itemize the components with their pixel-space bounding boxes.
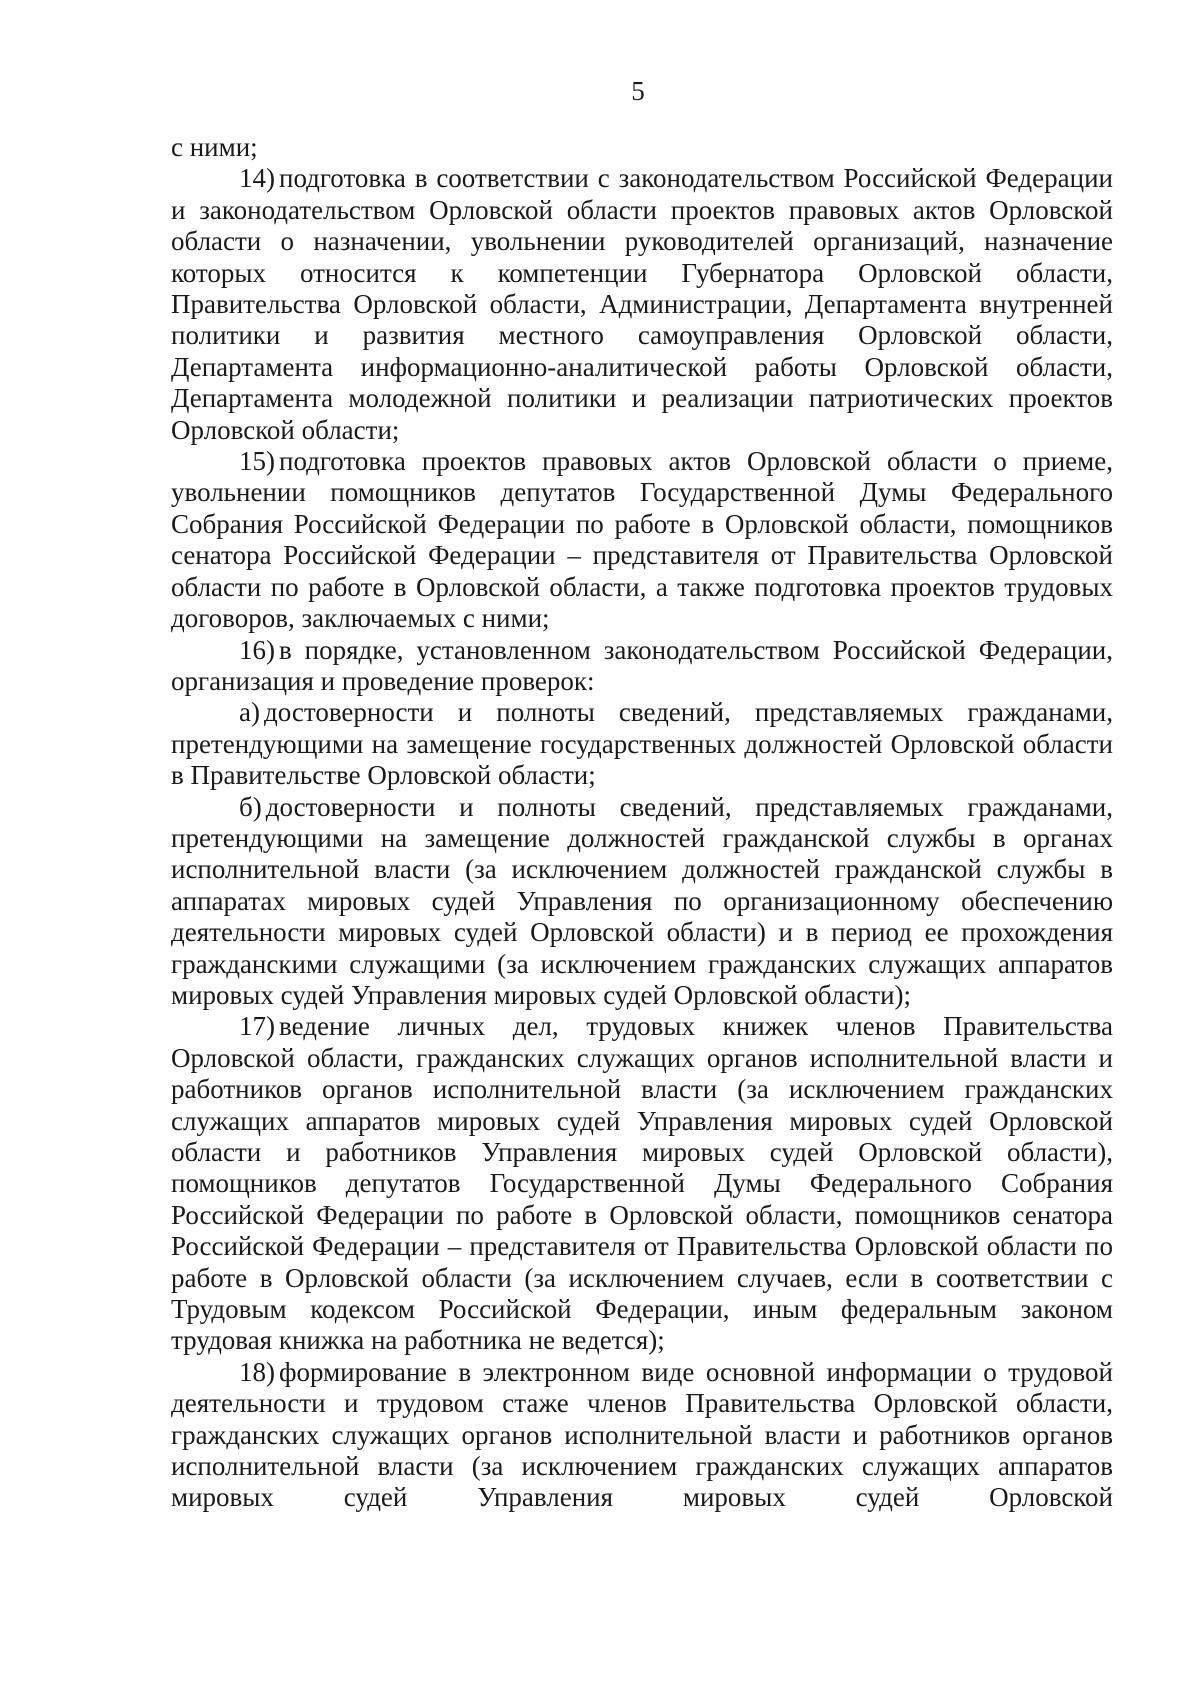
paragraph [171,1357,1113,1514]
page-number: 5 [631,76,645,106]
paragraph [171,163,1113,446]
item-number: 18) [239,1356,275,1387]
paragraph-text: с ними; [171,132,258,162]
item-number: 15) [239,446,275,477]
paragraph-text: подготовка в соответствии с законодательством Российской Федерации и законодательством Орловской области проектов правовых актов Орловской области о назначении, увольнении руководителей организаций, назначение которых относится к компетенции Губернатора Орловской области, Правительства Орловской области, Администрации, Департамента внутренней политики и развития местного самоуправления Орловской области, Департамента информационно-аналитической работы Орловской области, Департамента молодежной политики и реализации патриотических проектов Орловской области; [171,163,1113,445]
item-number: а) [239,697,260,728]
item-number: б) [239,791,262,822]
paragraph-text: подготовка проектов правовых актов Орловской области о приеме, увольнении помощников депутатов Государственной Думы Федерального Собрания Российской Федерации по работе в Орловской области, помощников сенатора Российской Федерации – представителя от Правительства Орловской области по работе в Орловской области, а также подготовка проектов трудовых договоров, заключаемых с ними; [171,446,1113,634]
item-number: 16) [239,634,275,665]
paragraph [171,697,1113,791]
item-number: 14) [239,163,275,194]
paragraph [171,792,1113,1012]
paragraph [171,1011,1113,1356]
paragraph [171,446,1113,634]
paragraph [171,132,1113,163]
paragraph-text: достоверности и полноты сведений, представляемых гражданами, претендующими на замещение должностей гражданской службы в органах исполнительной власти (за исключением должностей гражданской службы в аппаратах мировых судей Управления по организационному обеспечению деятельности мировых судей Орловской области) и в период ее прохождения гражданскими служащими (за исключением гражданских служащих аппаратов мировых судей Управления мировых судей Орловской области); [171,791,1113,1010]
paragraph [171,635,1113,698]
paragraph-text: в порядке, установленном законодательством Российской Федерации, организация и проведение проверок: [171,634,1113,696]
document-body [171,132,1113,1514]
paragraph-text: ведение личных дел, трудовых книжек членов Правительства Орловской области, гражданских служащих органов исполнительной власти и работников органов исполнительной власти (за исключением гражданских служащих аппаратов мировых судей Управления мировых судей Орловской области и работников Управления мировых судей Орловской области), помощников депутатов Государственной Думы Федерального Собрания Российской Федерации по работе в Орловской области, помощников сенатора Российской Федерации – представителя от Правительства Орловской области по работе в Орловской области (за исключением случаев, если в соответствии с Трудовым кодексом Российской Федерации, иным федеральным законом трудовая книжка на работника не ведется); [171,1011,1113,1356]
paragraph-text: достоверности и полноты сведений, представляемых гражданами, претендующими на замещение государственных должностей Орловской области в Правительстве Орловской области; [171,697,1113,791]
paragraph-text: формирование в электронном виде основной информации о трудовой деятельности и трудовом стаже членов Правительства Орловской области, гражданских служащих органов исполнительной власти и работников органов исполнительной власти (за исключением гражданских служащих аппаратов мировых судей Управления мировых судей Орловской [171,1356,1113,1513]
item-number: 17) [239,1011,275,1042]
